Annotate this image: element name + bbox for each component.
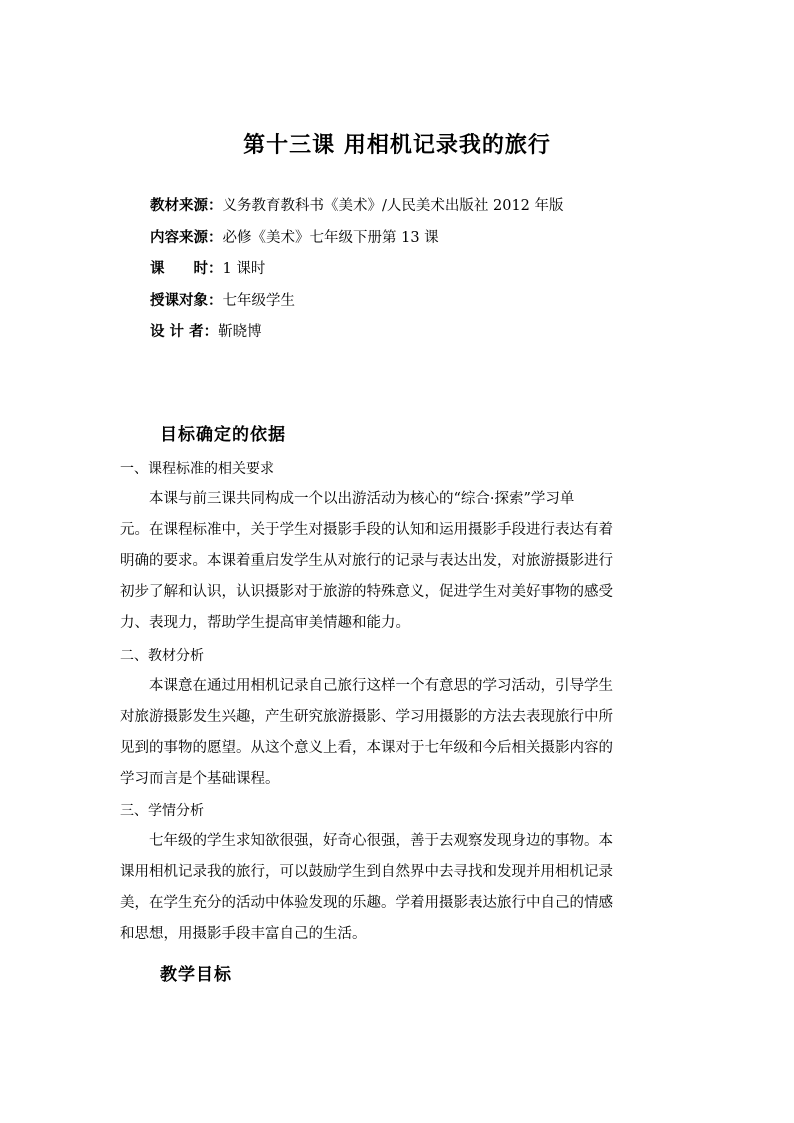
paragraph-line: 对旅游摄影发生兴趣，产生研究旅游摄影、学习用摄影的方法去表现旅行中所: [120, 709, 613, 725]
paragraph-line: 元。在课程标准中，关于学生对摄影手段的认知和运用摄影手段进行表达有着: [120, 522, 613, 538]
paragraph-line: 和思想，用摄影手段丰富自己的生活。: [120, 926, 367, 942]
section-heading-basis: 目标确定的依据: [160, 425, 286, 445]
info-value: 义务教育教科书《美术》/人民美术出版社 2012 年版: [222, 198, 564, 214]
page-title: 第十三课 用相机记录我的旅行: [243, 132, 551, 158]
info-row-designer: [150, 322, 710, 354]
paragraph-line: 见到的事物的愿望。从这个意义上看，本课对于七年级和今后相关摄影内容的: [120, 740, 613, 756]
paragraph-curriculum: [120, 484, 674, 639]
subsection-title-students: 三、学情分析: [120, 803, 204, 819]
info-label: 课 时：: [150, 260, 223, 277]
info-value: 七年级学生: [222, 292, 295, 309]
paragraph-line: 学习而言是个基础课程。: [120, 771, 280, 787]
info-label: 内容来源：: [150, 228, 223, 246]
info-row-class-hours: [150, 259, 710, 291]
section-heading-objectives: 教学目标: [160, 965, 232, 985]
paragraph-line: 课用相机记录我的旅行，可以鼓励学生到自然界中去寻找和发现并用相机记录: [120, 864, 613, 880]
paragraph-line: 本课与前三课共同构成一个以出游活动为核心的“综合·探索”学习单: [120, 491, 575, 507]
lesson-info: [150, 196, 710, 354]
info-label: 设 计 者：: [150, 323, 219, 340]
paragraph-students: [120, 826, 674, 950]
info-row-content-source: [150, 228, 710, 260]
info-value: 1 课时: [222, 261, 266, 277]
subsection-title-textbook: 二、教材分析: [120, 648, 204, 664]
info-label: 教材来源：: [150, 197, 223, 214]
info-row-audience: [150, 291, 710, 323]
paragraph-line: 美，在学生充分的活动中体验发现的乐趣。学着用摄影表达旅行中自己的情感: [120, 895, 613, 911]
info-value: 必修《美术》七年级下册第 13 课: [222, 229, 439, 246]
info-row-material-source: [150, 196, 710, 228]
paragraph-line: 本课意在通过用相机记录自己旅行这样一个有意思的学习活动，引导学生: [120, 678, 613, 694]
paragraph-line: 七年级的学生求知欲很强，好奇心很强，善于去观察发现身边的事物。本: [120, 833, 613, 849]
paragraph-line: 明确的要求。本课着重启发学生从对旅行的记录与表达出发，对旅游摄影进行: [120, 553, 613, 569]
info-label: 授课对象：: [150, 291, 223, 309]
paragraph-textbook: [120, 671, 674, 795]
info-value: 靳晓博: [218, 324, 262, 340]
paragraph-line: 力、表现力，帮助学生提高审美情趣和能力。: [120, 615, 410, 631]
subsection-title-curriculum: 一、课程标准的相关要求: [120, 461, 274, 477]
paragraph-line: 初步了解和认识，认识摄影对于旅游的特殊意义，促进学生对美好事物的感受: [120, 584, 613, 600]
